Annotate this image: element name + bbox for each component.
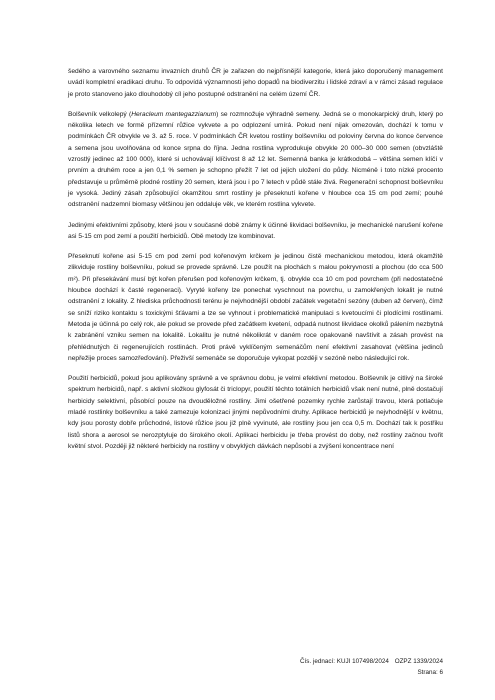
page-body — [68, 66, 443, 461]
footer-reference-line — [300, 657, 443, 668]
paragraph-biology-rest: ) se rozmnožuje výhradně semeny. Jedná se o monokarpický druh, který po několika letech ve formě přízemní růžice vykvete a po odplození umírá. Pokud není nijak omezován, dochází k tomu v podmínkách ČR obvykle ve 3. až 5. roce. V podmínkách ČR kvetou rostliny bolševníku od poloviny června do konce července a semena jsou uvolňována od konce srpna do října. Jedna rostlina vyprodukuje obvykle 20 000–30 000 semen (obvzláště vzrostlý jedinec až 100 000), které si uchovávají klíčivost 8 až 12 let. Semenná banka je krátkodobá – většina semen klíčí v prvním a druhém roce a jen 0,1 % semen je schopno přežít 7 let od jejich uložení do půdy. Nicméně i toto nízké procento představuje u průměrně plodné rostliny 20 semen, která jsou i po 7 letech v půdě stále živá. Regenerační schopnost bolševníku je vysoká. Jediný zásah způsobující okamžitou smrt rostliny je přeseknutí kořene v hloubce cca 15 cm pod zemí; pouhé odstranění nadzemní biomasy většinou jen oddaluje věk, ve kterém rostlina vykvete. — [68, 110, 443, 209]
footer-page-number: Strana: 6 — [417, 668, 443, 676]
paragraph-mechanical: Přeseknutí kořene asi 5-15 cm pod zemí pod kořenovým krčkem je jedinou čistě mechanickou metodou, která okamžitě zlikviduje rostliny bolševníku, pokud se provede správně. Lze použít na plochách s malou pokryvností a plochou (do cca 500 m²). Při přesekávání musí být kořen přerušen pod kořenovým krčkem, tj. obvykle cca 10 cm pod povrchem (při nedostatečné hloubce dochází k časté regeneraci). Vyryté kořeny lze ponechat vyschnout na povrchu, u zamokřených lokalit je nutné odstranění z lokality. Z hlediska průchodnosti terénu je nejvhodnější období začátek vegetační sezóny (duben až červen), čímž se sníží riziko kontaktu s toxickými šťávami a lze se vyhnout i problematické manipulaci s kvetoucími či plodícími rostlinami. Metoda je účinná po celý rok, ale pokud se provede před začátkem kvetení, odpadá nutnost likvidace okolků pálením nezbytná k zabránění vzniku semen na lokalitě. Lokalitu je nutné několikrát v daném roce opakovaně navštívit a zásah provést na přehlédnutých či regenerujících rostlinách. Proti právě vyklíčeným semenáčům není efektivní zasahovat (většina jedinců nepřežije proces samozřeďování). Přeživší semenáče se doporučuje vykopat později v sezóně nebo následující rok. — [68, 253, 443, 362]
paragraph-biology — [68, 109, 443, 211]
footer-reference-value: KUJI 107498/2024 — [336, 658, 389, 665]
paragraph-intro: šedého a varovného seznamu invazních druhů ČR je zařazen do nejpřísnější kategorie, která jako doporučený management uvádí kompletní eradikaci druhu. To odpovídá významnosti jeho dopadů na biodiverzitu i lidské zdraví a v rámci zásad regulace je proto stanoveno jako dlouhodobý cíl jeho postupné odstranění na celém území ČR. — [68, 68, 443, 98]
paragraph-biology-start: Bolševník velkolepý ( — [68, 110, 132, 118]
paragraph-herbicides: Použití herbicidů, pokud jsou aplikovány správně a ve správnou dobu, je velmi efektivní metodou. Bolševník je citlivý na široké spektrum herbicidů, např. s aktivní složkou glyfosát či triclopyr, použití těchto totálních herbicidů však není nutné, plně dostačují herbicidy selektivní, působící pouze na dvouděložné rostliny. Jimi ošetřené pozemky rychle zarůstají travou, která potlačuje mladé rostlinky bolševníku a také zamezuje kolonizaci jinými nepůvodními druhy. Aplikace herbicidů je nejvhodnější v květnu, kdy jsou porosty dobře průchodné, listové růžice jsou již plně vyvinuté, ale rostliny jsou jen cca 0,5 m. Dochází tak k postřiku listů shora a aerosol se nerozptyluje do širokého okolí. Aplikaci herbicidu je třeba provést do doby, než rostliny začnou tvořit květní stvol. Později již některé herbicidy na rostliny v obvyklých dávkách nepůsobí a zvýšení koncentrace není — [68, 375, 443, 450]
footer-ozpz: OZPZ 1339/2024 — [394, 658, 443, 665]
species-latin-name: Heracleum mantegazzianum — [131, 110, 217, 118]
page-footer — [300, 657, 443, 678]
paragraph-methods: Jedinými efektivními způsoby, které jsou v současné době známy k účinné likvidaci bolševníku, je mechanické narušení kořene asi 5-15 cm pod zemí a použití herbicidů. Obě metody lze kombinovat. — [68, 221, 443, 240]
footer-reference-label: Čís. jednací: — [300, 658, 335, 665]
footer-reference — [300, 657, 389, 668]
